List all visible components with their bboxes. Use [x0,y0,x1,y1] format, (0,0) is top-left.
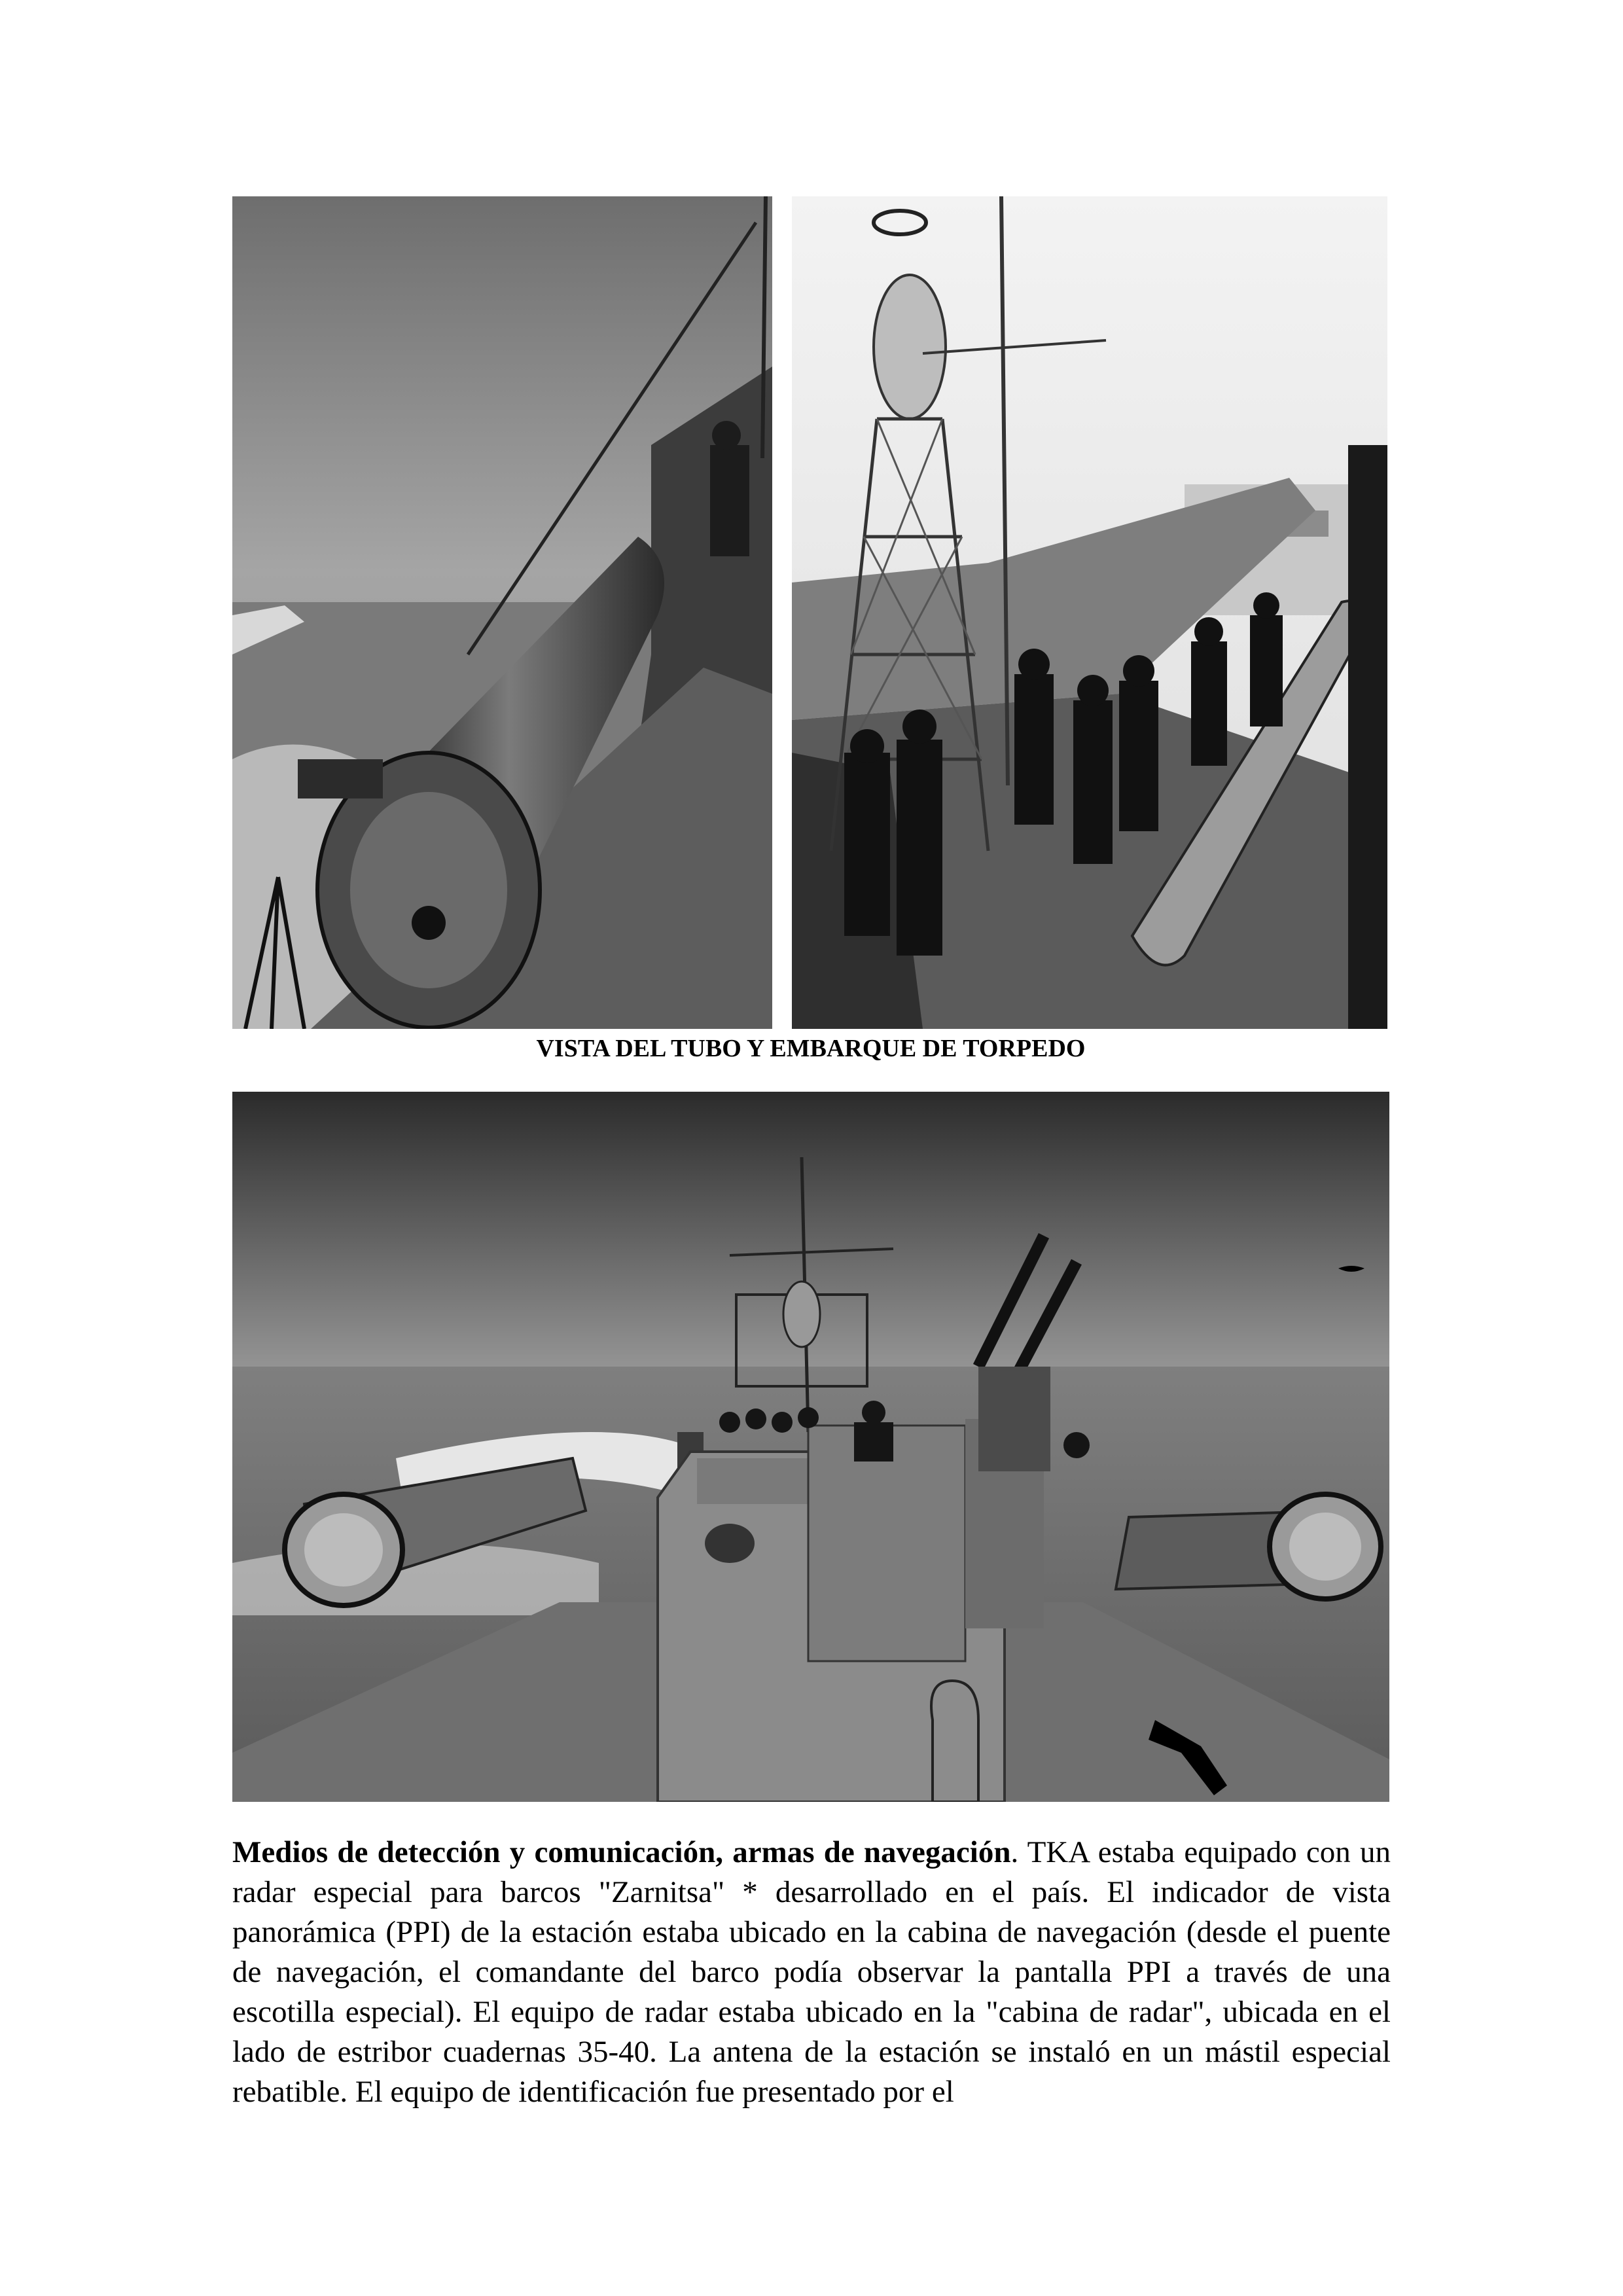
body-paragraph [232,1833,1391,2112]
photo-torpedo-tube [232,196,772,1029]
paragraph-text: . TKA estaba equipado con un radar especial para barcos "Zarnitsa" * desarrollado en el país. El indicador de vista panorámica (PPI) de la estación estaba ubicado en la cabina de navegación (desde el puente de navegación, el comandante del barco podía observar la pantalla PPI a través de una escotilla especial). El equipo de radar estaba ubicado en la "cabina de radar", ubicada en el lado de estribor cuadernas 35-40. La antena de la estación se instaló en un mástil especial rebatible. El equipo de identificación fue presentado por el [232,1835,1391,2109]
photo-caption: VISTA DEL TUBO Y EMBARQUE DE TORPEDO [536,1035,1086,1062]
photo-boat-deck [232,1092,1389,1802]
paragraph-lead: Medios de detección y comunicación, armas de navegación [232,1835,1011,1869]
photo-torpedo-loading [792,196,1387,1029]
